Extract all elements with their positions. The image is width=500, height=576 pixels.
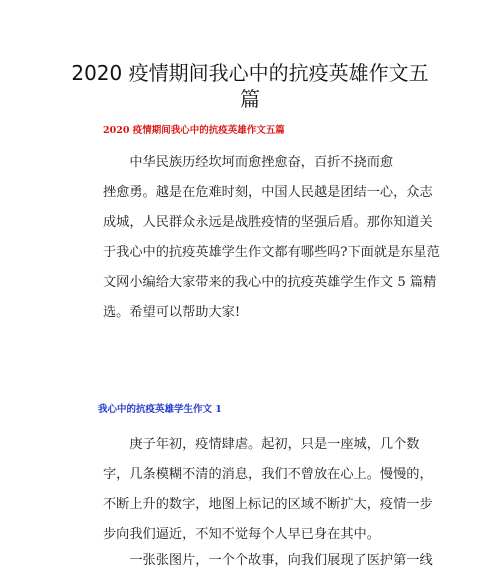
essay-line: 一张张图片，一个个故事，向我们展现了医护第一线 bbox=[103, 553, 433, 568]
essay-line: 字，几条模糊不清的消息，我们不曾放在心上。慢慢的， bbox=[103, 467, 433, 482]
essay-paragraph bbox=[103, 430, 433, 550]
intro-line: 选。希望可以帮助大家! bbox=[103, 305, 241, 320]
document-subtitle: 2020 疫情期间我心中的抗疫英雄作文五篇 bbox=[103, 125, 285, 136]
essay-line: 不断上升的数字，地图上标记的区域不断扩大，疫情一步 bbox=[103, 497, 433, 512]
intro-line: 成城，人民群众永远是战胜疫情的坚强后盾。那你知道关 bbox=[103, 215, 433, 230]
document-title bbox=[40, 60, 460, 112]
intro-line: 中华民族历经坎坷而愈挫愈奋，百折不挠而愈 bbox=[103, 155, 394, 170]
title-line-2: 篇 bbox=[240, 87, 260, 111]
essay-line: 庚子年初，疫情肆虐。起初，只是一座城，几个数 bbox=[103, 437, 420, 452]
intro-line: 挫愈勇。越是在危难时刻，中国人民越是团结一心，众志 bbox=[103, 185, 433, 200]
intro-line: 文网小编给大家带来的我心中的抗疫英雄学生作文 5 篇精 bbox=[103, 275, 437, 290]
intro-line: 于我心中的抗疫英雄学生作文都有哪些吗?下面就是东星范 bbox=[103, 245, 440, 260]
intro-paragraph bbox=[103, 148, 440, 328]
essay-paragraph-continued bbox=[103, 546, 433, 576]
essay-line: 步向我们逼近，不知不觉每个人早已身在其中。 bbox=[103, 527, 380, 542]
title-line-1: 2020 疫情期间我心中的抗疫英雄作文五 bbox=[71, 61, 429, 85]
section-heading: 我心中的抗疫英雄学生作文 1 bbox=[98, 404, 222, 415]
